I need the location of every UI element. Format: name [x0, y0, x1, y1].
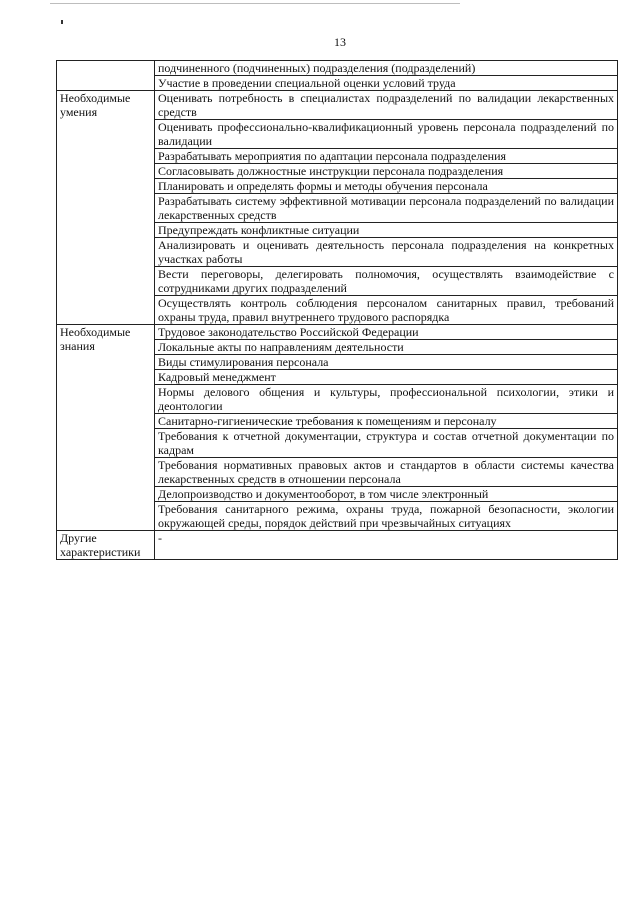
requirement-item: Оценивать профессионально-квалификационный уровень персонала подразделений по валидации	[155, 120, 618, 149]
requirement-item: Осуществлять контроль соблюдения персоналом санитарных правил, требований охраны труда, правил внутреннего трудового распорядка	[155, 296, 618, 325]
requirement-item: Виды стимулирования персонала	[155, 355, 618, 370]
table-row	[57, 325, 618, 340]
competency-table	[56, 60, 618, 560]
table-row	[57, 531, 618, 560]
requirement-item: Оценивать потребность в специалистах подразделений по валидации лекарственных средств	[155, 91, 618, 120]
requirement-item: -	[155, 531, 618, 560]
category-label: Необходимые знания	[57, 325, 155, 531]
category-label: Необходимые умения	[57, 91, 155, 325]
requirement-item: Участие в проведении специальной оценки условий труда	[155, 76, 618, 91]
table-row	[57, 61, 618, 76]
category-label	[57, 61, 155, 91]
requirement-item: Вести переговоры, делегировать полномочия, осуществлять взаимодействие с сотрудниками других подразделений	[155, 267, 618, 296]
requirement-item: Анализировать и оценивать деятельность персонала подразделения на конкретных участках работы	[155, 238, 618, 267]
scan-mark	[61, 20, 63, 24]
table-body	[57, 61, 618, 560]
requirement-item: Требования санитарного режима, охраны труда, пожарной безопасности, экологии окружающей среды, порядок действий при чрезвычайных ситуациях	[155, 502, 618, 531]
requirement-item: Локальные акты по направлениям деятельности	[155, 340, 618, 355]
requirement-item: Разрабатывать мероприятия по адаптации персонала подразделения	[155, 149, 618, 164]
category-label: Другие характеристики	[57, 531, 155, 560]
requirement-item: Трудовое законодательство Российской Федерации	[155, 325, 618, 340]
requirement-item: Нормы делового общения и культуры, профессиональной психологии, этики и деонтологии	[155, 385, 618, 414]
requirement-item: Разрабатывать систему эффективной мотивации персонала подразделений по валидации лекарственных средств	[155, 194, 618, 223]
requirement-item: Требования нормативных правовых актов и стандартов в области системы качества лекарственных средств в отношении персонала	[155, 458, 618, 487]
scan-top-line	[50, 3, 460, 4]
requirement-item: подчиненного (подчиненных) подразделения (подразделений)	[155, 61, 618, 76]
requirement-item: Кадровый менеджмент	[155, 370, 618, 385]
requirement-item: Санитарно-гигиенические требования к помещениям и персоналу	[155, 414, 618, 429]
requirement-item: Планировать и определять формы и методы обучения персонала	[155, 179, 618, 194]
table-row	[57, 91, 618, 120]
page-number: 13	[334, 35, 346, 49]
requirement-item: Требования к отчетной документации, структура и состав отчетной документации по кадрам	[155, 429, 618, 458]
requirement-item: Делопроизводство и документооборот, в том числе электронный	[155, 487, 618, 502]
requirement-item: Предупреждать конфликтные ситуации	[155, 223, 618, 238]
requirement-item: Согласовывать должностные инструкции персонала подразделения	[155, 164, 618, 179]
